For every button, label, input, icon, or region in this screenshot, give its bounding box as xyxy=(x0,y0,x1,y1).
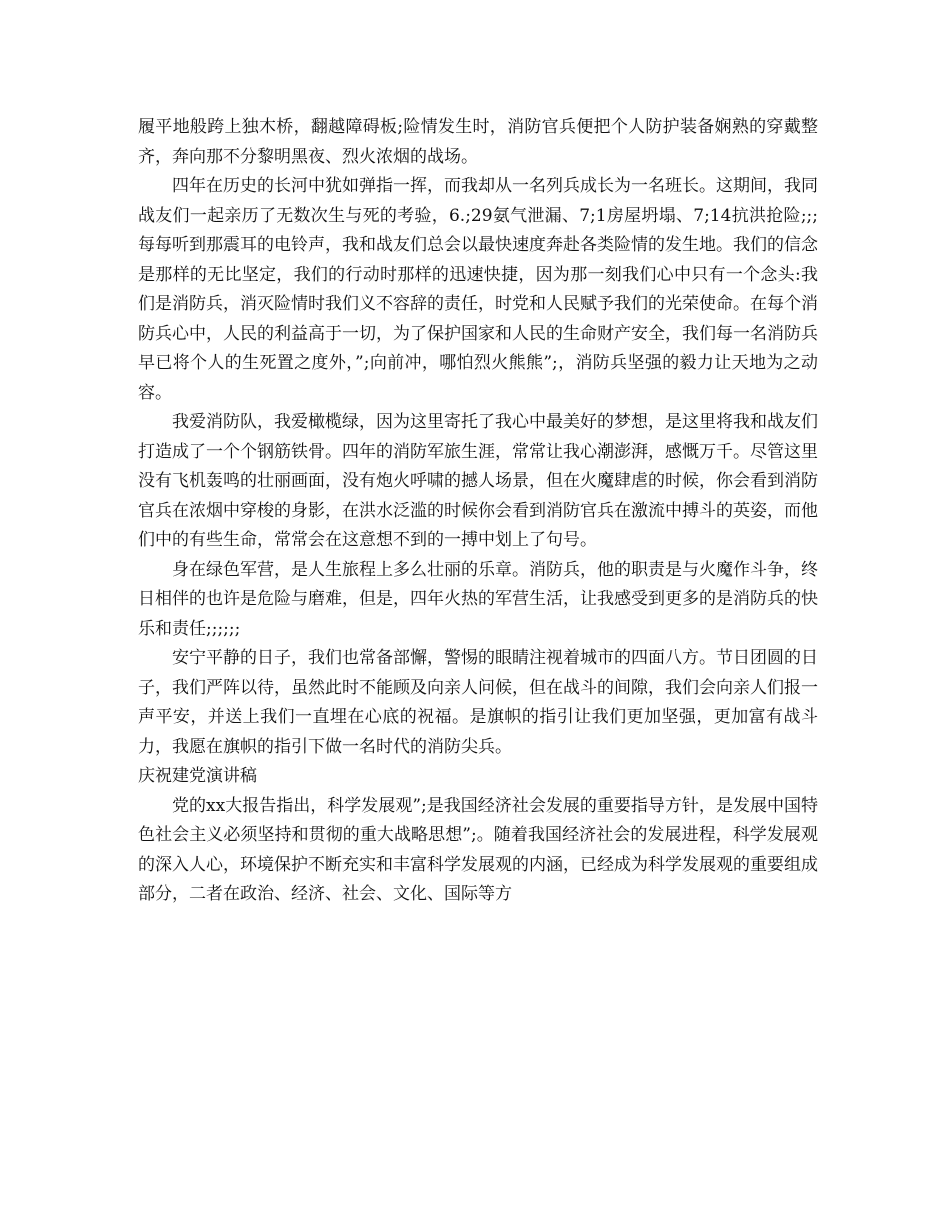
paragraph-peaceful-days: 安宁平静的日子，我们也常备部懈，警惕的眼睛注视着城市的四面八方。节日团圆的日子，我们严阵以待，虽然此时不能顾及向亲人问候，但在战斗的间隙，我们会向亲人们报一声平安，并送上我们一直埋在心底的祝福。是旗帜的指引让我们更加坚强，更加富有战斗力，我愿在旗帜的指引下做一名时代的消防尖兵。 xyxy=(138,648,818,757)
paragraph-four-years: 四年在历史的长河中犹如弹指一挥，而我却从一名列兵成长为一名班长。这期间，我同战友们一起亲历了无数次生与死的考验，6.;29氨气泄漏、7;1房屋坍塌、7;14抗洪抢险;;;每每听到那震耳的电铃声，我和战友们总会以最快速度奔赴各类险情的发生地。我们的信念是那样的无比坚定，我们的行动时那样的迅速快捷，因为那一刻我们心中只有一个念头:我们是消防兵，消灭险情时我们义不容辞的责任，时党和人民赋予我们的光荣使命。在每个消防兵心中，人民的利益高于一切，为了保护国家和人民的生命财产安全，我们每一名消防兵早已将个人的生死置之度外，”;向前冲，哪怕烈火熊熊”;，消防兵坚强的毅力让天地为之动容。 xyxy=(138,176,818,403)
paragraph-green-barracks: 身在绿色军营，是人生旅程上多么壮丽的乐章。消防兵，他的职责是与火魔作斗争，终日相伴的也许是危险与磨难，但是，四年火热的军营生活，让我感受到更多的是消防兵的快乐和责任;;;;;; xyxy=(138,559,818,639)
paragraph-love-fire-brigade: 我爱消防队，我爱橄榄绿，因为这里寄托了我心中最美好的梦想，是这里将我和战友们打造成了一个个钢筋铁骨。四年的消防军旅生涯，常常让我心潮澎湃，感慨万千。尽管这里没有飞机轰鸣的壮丽画面，没有炮火呼啸的撼人场景，但在火魔肆虐的时候，你会看到消防官兵在浓烟中穿梭的身影，在洪水泛滥的时候你会看到消防官兵在激流中搏斗的英姿，而他们中的有些生命，常常会在这意想不到的一搏中划上了句号。 xyxy=(138,412,818,550)
section-heading: 庆祝建党演讲稿 xyxy=(138,766,257,786)
document-page xyxy=(138,113,818,910)
paragraph-party-report: 党的xx大报告指出，科学发展观”;是我国经济社会发展的重要指导方针，是发展中国特色社会主义必须坚持和贯彻的重大战略思想”;。随着我国经济社会的发展进程，科学发展观的深入人心，环境保护不断充实和丰富科学发展观的内涵，已经成为科学发展观的重要组成部分，二者在政治、经济、社会、文化、国际等方 xyxy=(138,795,818,904)
paragraph-continued: 履平地般跨上独木桥，翻越障碍板;险情发生时，消防官兵便把个人防护装备娴熟的穿戴整齐，奔向那不分黎明黑夜、烈火浓烟的战场。 xyxy=(138,117,818,167)
